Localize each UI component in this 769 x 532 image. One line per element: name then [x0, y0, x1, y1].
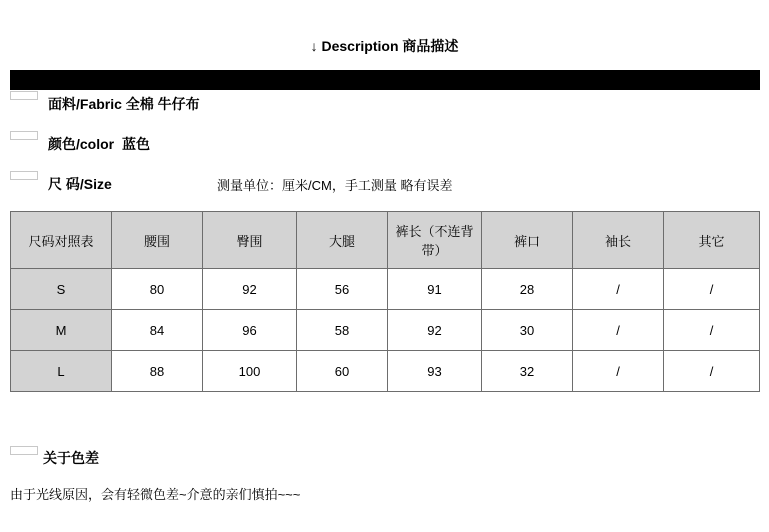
header-cell-other: 其它 [664, 212, 760, 269]
description-title-text: Description 商品描述 [321, 38, 459, 54]
spec-fabric-value: 全棉 牛仔布 [125, 96, 200, 112]
thigh-cell: 56 [297, 269, 388, 310]
thigh-cell: 60 [297, 351, 388, 392]
size-chart-header-row [11, 212, 760, 269]
color-difference-label: 关于色差 [43, 450, 99, 466]
header-cell-thigh: 大腿 [297, 212, 388, 269]
down-arrow-icon: ↓ [310, 38, 318, 54]
leg-opening-cell: 30 [482, 310, 573, 351]
spec-color-value: 蓝色 [122, 136, 151, 152]
leg-opening-cell: 32 [482, 351, 573, 392]
spec-checkbox-color [10, 131, 38, 140]
size-label-cell: L [11, 351, 112, 392]
measurement-note: 测量单位：厘米/CM，手工测量 略有误差 [217, 178, 453, 193]
header-cell-leg-opening: 裤口 [482, 212, 573, 269]
header-cell-sleeve: 袖长 [573, 212, 664, 269]
spec-color-label: 颜色/color [48, 136, 115, 152]
header-bar [10, 70, 760, 90]
waist-cell: 88 [112, 351, 203, 392]
hip-cell: 100 [203, 351, 297, 392]
header-cell-size-chart: 尺码对照表 [11, 212, 112, 269]
color-note-checkbox [10, 446, 38, 455]
size-row-s [11, 269, 760, 310]
header-cell-hip: 臀围 [203, 212, 297, 269]
other-cell: / [664, 310, 760, 351]
spec-fabric-label: 面料/Fabric [48, 96, 122, 112]
length-cell: 92 [388, 310, 482, 351]
hip-cell: 92 [203, 269, 297, 310]
header-cell-length: 裤长（不连背带） [388, 212, 482, 269]
size-row-m [11, 310, 760, 351]
size-chart-table [10, 211, 760, 392]
thigh-cell: 58 [297, 310, 388, 351]
leg-opening-cell: 28 [482, 269, 573, 310]
spec-checkbox-size [10, 171, 38, 180]
spec-size-label: 尺 码/Size [48, 176, 112, 192]
size-row-l [11, 351, 760, 392]
description-title [0, 36, 769, 56]
hip-cell: 96 [203, 310, 297, 351]
waist-cell: 84 [112, 310, 203, 351]
waist-cell: 80 [112, 269, 203, 310]
spec-fabric [48, 94, 200, 114]
header-cell-waist: 腰围 [112, 212, 203, 269]
length-cell: 93 [388, 351, 482, 392]
sleeve-cell: / [573, 310, 664, 351]
spec-checkbox-fabric [10, 91, 38, 100]
size-label-cell: M [11, 310, 112, 351]
other-cell: / [664, 351, 760, 392]
sleeve-cell: / [573, 351, 664, 392]
sleeve-cell: / [573, 269, 664, 310]
other-cell: / [664, 269, 760, 310]
length-cell: 91 [388, 269, 482, 310]
color-difference-note: 由于光线原因，会有轻微色差~介意的亲们慎拍~~~ [10, 487, 301, 502]
spec-color [48, 134, 150, 154]
size-label-cell: S [11, 269, 112, 310]
